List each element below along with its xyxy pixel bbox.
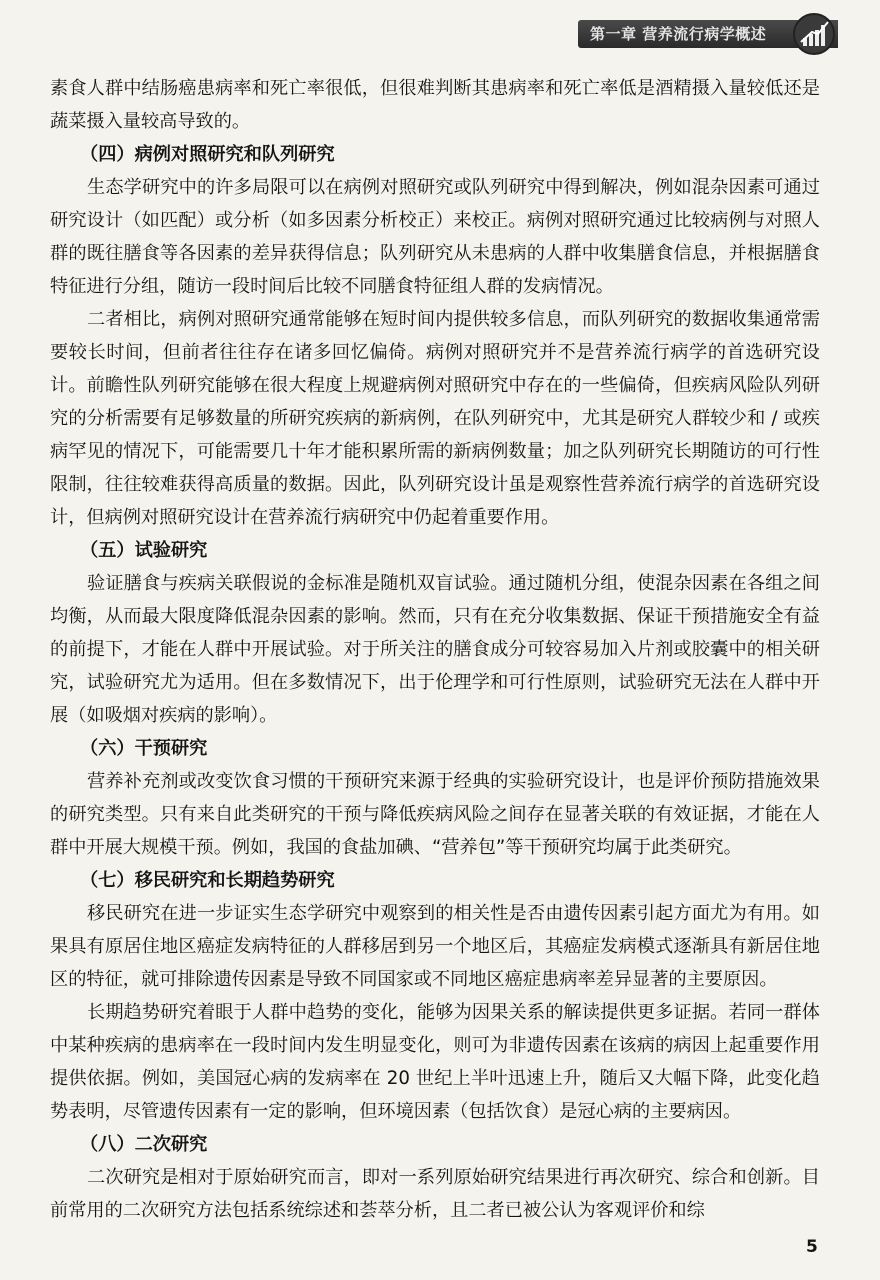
page-body [50,72,820,1227]
chapter-header: 第一章 营养流行病学概述 [578,20,838,48]
paragraph: 二者相比，病例对照研究通常能够在短时间内提供较多信息，而队列研究的数据收集通常需要较长时间，但前者往往存在诸多回忆偏倚。病例对照研究并不是营养流行病学的首选研究设计。前瞻性队列研究能够在很大程度上规避病例对照研究中存在的一些偏倚，但疾病风险队列研究的分析需要有足够数量的所研究疾病的新病例，在队列研究中，尤其是研究人群较少和 / 或疾病罕见的情况下，可能需要几十年才能积累所需的新病例数量；加之队列研究长期随访的可行性限制，往往较难获得高质量的数据。因此，队列研究设计虽是观察性营养流行病学的首选研究设计，但病例对照研究设计在营养流行病研究中仍起着重要作用。 [50,309,820,528]
paragraph: 营养补充剂或改变饮食习惯的干预研究来源于经典的实验研究设计，也是评价预防措施效果的研究类型。只有来自此类研究的干预与降低疾病风险之间存在显著关联的有效证据，才能在人群中开展大规模干预。例如，我国的食盐加碘、“营养包”等干预研究均属于此类研究。 [50,771,820,858]
page-number: 5 [806,1237,818,1257]
section-heading-4: （四）病例对照研究和队列研究 [80,144,335,165]
section-heading-8: （八）二次研究 [80,1134,208,1155]
paragraph: 二次研究是相对于原始研究而言，即对一系列原始研究结果进行再次研究、综合和创新。目前常用的二次研究方法包括系统综述和荟萃分析，且二者已被公认为客观评价和综 [50,1167,820,1221]
section-heading-5: （五）试验研究 [80,540,208,561]
section-heading-6: （六）干预研究 [80,738,208,759]
paragraph: 验证膳食与疾病关联假说的金标准是随机双盲试验。通过随机分组，使混杂因素在各组之间均衡，从而最大限度降低混杂因素的影响。然而，只有在充分收集数据、保证干预措施安全有益的前提下，才能在人群中开展试验。对于所关注的膳食成分可较容易加入片剂或胶囊中的相关研究，试验研究尤为适用。但在多数情况下，出于伦理学和可行性原则，试验研究无法在人群中开展（如吸烟对疾病的影响）。 [50,573,820,726]
paragraph: 素食人群中结肠癌患病率和死亡率很低，但很难判断其患病率和死亡率低是酒精摄入量较低还是蔬菜摄入量较高导致的。 [50,78,820,132]
paragraph: 长期趋势研究着眼于人群中趋势的变化，能够为因果关系的解读提供更多证据。若同一群体中某种疾病的患病率在一段时间内发生明显变化，则可为非遗传因素在该病的病因上起重要作用提供依据。例如，美国冠心病的发病率在 20 世纪上半叶迅速上升，随后又大幅下降，此变化趋势表明，尽管遗传因素有一定的影响，但环境因素（包括饮食）是冠心病的主要病因。 [50,1002,820,1122]
paragraph: 移民研究在进一步证实生态学研究中观察到的相关性是否由遗传因素引起方面尤为有用。如果具有原居住地区癌症发病特征的人群移居到另一个地区后，其癌症发病模式逐渐具有新居住地区的特征，就可排除遗传因素是导致不同国家或不同地区癌症患病率差异显著的主要原因。 [50,903,820,990]
paragraph: 生态学研究中的许多局限可以在病例对照研究或队列研究中得到解决，例如混杂因素可通过研究设计（如匹配）或分析（如多因素分析校正）来校正。病例对照研究通过比较病例与对照人群的既往膳食等各因素的差异获得信息；队列研究从未患病的人群中收集膳食信息，并根据膳食特征进行分组，随访一段时间后比较不同膳食特征组人群的发病情况。 [50,177,820,297]
section-heading-7: （七）移民研究和长期趋势研究 [80,870,335,891]
bar-chart-logo-icon [790,12,838,56]
